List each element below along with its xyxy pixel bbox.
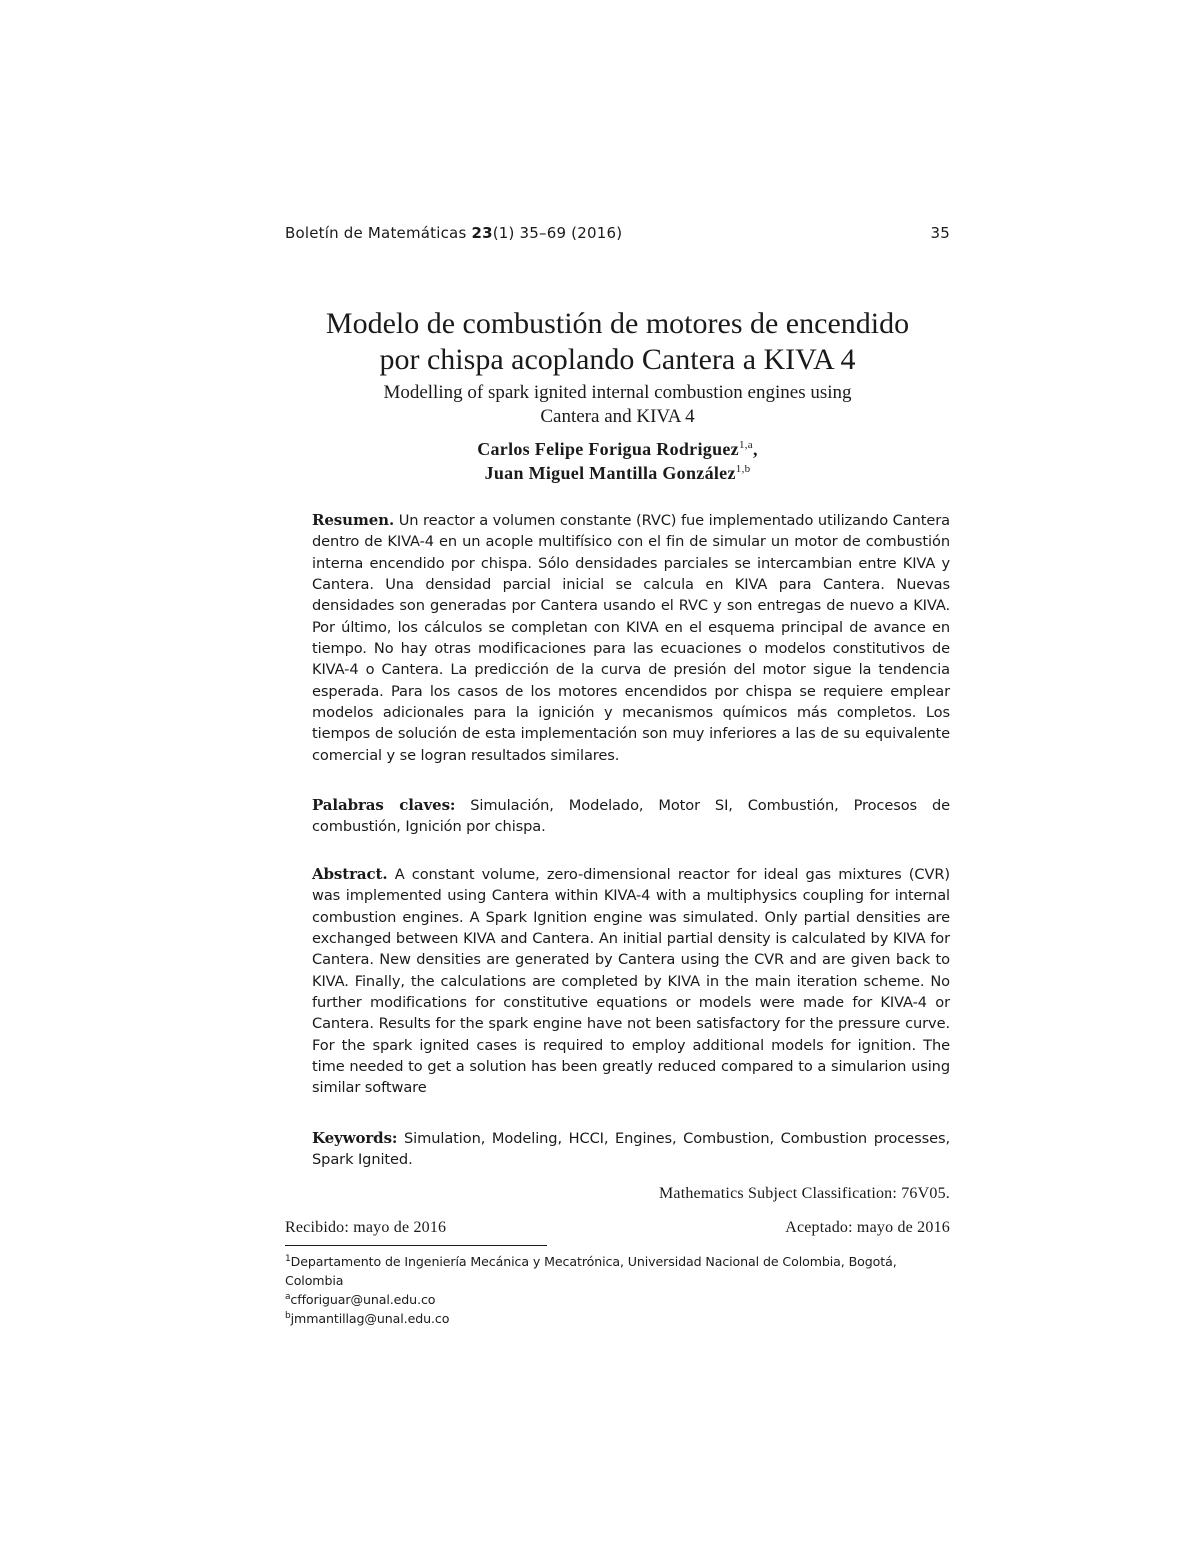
footnote-email-b (285, 1309, 950, 1328)
submission-dates (285, 1219, 950, 1237)
keywords-section (312, 1128, 950, 1171)
received-date: Recibido: mayo de 2016 (285, 1219, 447, 1236)
resumen-label: Resumen. (312, 511, 395, 529)
resumen-text: Un reactor a volumen constante (RVC) fue implementado utilizando Cantera dentro de KIVA-4 en un acople multifísico con el fin de simular un motor de combustión interna encendido por chispa. Sólo densidades parciales se intercambian entre KIVA y Cantera. Una densidad parcial inicial se calcula en KIVA para Cantera. Nuevas densidades son generadas por Cantera usando el RVC y son entregas de nuevo a KIVA. Por último, los cálculos se completan con KIVA en el esquema principal de avance en tiempo. No hay otras modificaciones para las ecuaciones o modelos constitutivos de KIVA-4 o Cantera. La predicción de la curva de presión del motor sigue la tendencia esperada. Para los casos de los motores encendidos por chispa se requiere emplear modelos adicionales para la ignición y mecanismos químicos más completos. Los tiempos de solución de esta implementación son muy inferiores a las de su equivalente comercial y se logran resultados similares. (312, 512, 951, 764)
subtitle-line-2: Cantera and KIVA 4 (540, 406, 695, 427)
footnote-email-a (285, 1290, 950, 1309)
journal-citation (285, 224, 622, 242)
title-line-2: por chispa acoplando Cantera a KIVA 4 (379, 343, 856, 376)
footnote-mark: a (285, 1292, 291, 1302)
accepted-date: Aceptado: mayo de 2016 (785, 1219, 950, 1236)
running-head (285, 224, 950, 242)
journal-name: Boletín de Matemáticas (285, 224, 472, 242)
paper-page (285, 0, 950, 1553)
abstract-label: Abstract. (312, 865, 388, 883)
abstract-section (312, 864, 950, 1099)
footnotes (285, 1252, 950, 1328)
subtitle-line-1: Modelling of spark ignited internal combustion engines using (383, 382, 852, 403)
page-number: 35 (930, 224, 950, 242)
journal-volume: 23 (471, 224, 493, 242)
paper-subtitle (285, 381, 950, 429)
footnote-mark: b (285, 1311, 291, 1321)
author-1 (285, 437, 950, 461)
footnote-text: Departamento de Ingeniería Mecánica y Mecatrónica, Universidad Nacional de Colombia, Bogotá, Colombia (285, 1254, 897, 1288)
author-list (285, 437, 950, 485)
footnote-mark: 1 (285, 1254, 291, 1264)
resumen-section (312, 510, 950, 766)
subject-classification: Mathematics Subject Classification: 76V05. (658, 1185, 950, 1202)
keywords-text: Simulation, Modeling, HCCI, Engines, Combustion, Combustion processes, Spark Ignited. (312, 1130, 950, 1169)
author-separator: , (753, 439, 758, 459)
footnote-affiliation (285, 1252, 950, 1290)
palabras-claves-text: Simulación, Modelado, Motor SI, Combustión, Procesos de combustión, Ignición por chispa. (312, 797, 951, 836)
author-affiliation-marks: 1,a (738, 439, 753, 451)
palabras-claves-label: Palabras claves: (312, 796, 456, 814)
paper-title (285, 306, 950, 378)
author-name: Juan Miguel Mantilla González (484, 463, 736, 483)
author-name: Carlos Felipe Forigua Rodriguez (477, 439, 739, 459)
palabras-claves-section (312, 795, 950, 838)
keywords-label: Keywords: (312, 1129, 398, 1147)
author-affiliation-marks: 1,b (735, 463, 751, 475)
footnote-text[interactable]: cfforiguar@unal.edu.co (290, 1292, 436, 1307)
author-2 (285, 461, 950, 485)
title-line-1: Modelo de combustión de motores de encendido (325, 307, 910, 340)
abstract-text: A constant volume, zero-dimensional reactor for ideal gas mixtures (CVR) was implemented using Cantera within KIVA-4 with a multiphysics coupling for internal combustion engines. A Spark Ignition engine was simulated. Only partial densities are exchanged between KIVA and Cantera. An initial partial density is calculated by KIVA for Cantera. New densities are generated by Cantera using the CVR and are given back to KIVA. Finally, the calculations are completed by KIVA in the main iteration scheme. No further modifications for constitutive equations or models were made for KIVA-4 or Cantera. Results for the spark engine have not been satisfactory for the pressure curve. For the spark ignited cases is required to employ additional models for ignition. The time needed to get a solution has been greatly reduced compared to a simularion using similar software (312, 866, 950, 1097)
footnote-text[interactable]: jmmantillag@unal.edu.co (290, 1311, 450, 1326)
footnote-rule (285, 1245, 547, 1246)
journal-issue-pages: (1) 35–69 (2016) (492, 224, 623, 242)
